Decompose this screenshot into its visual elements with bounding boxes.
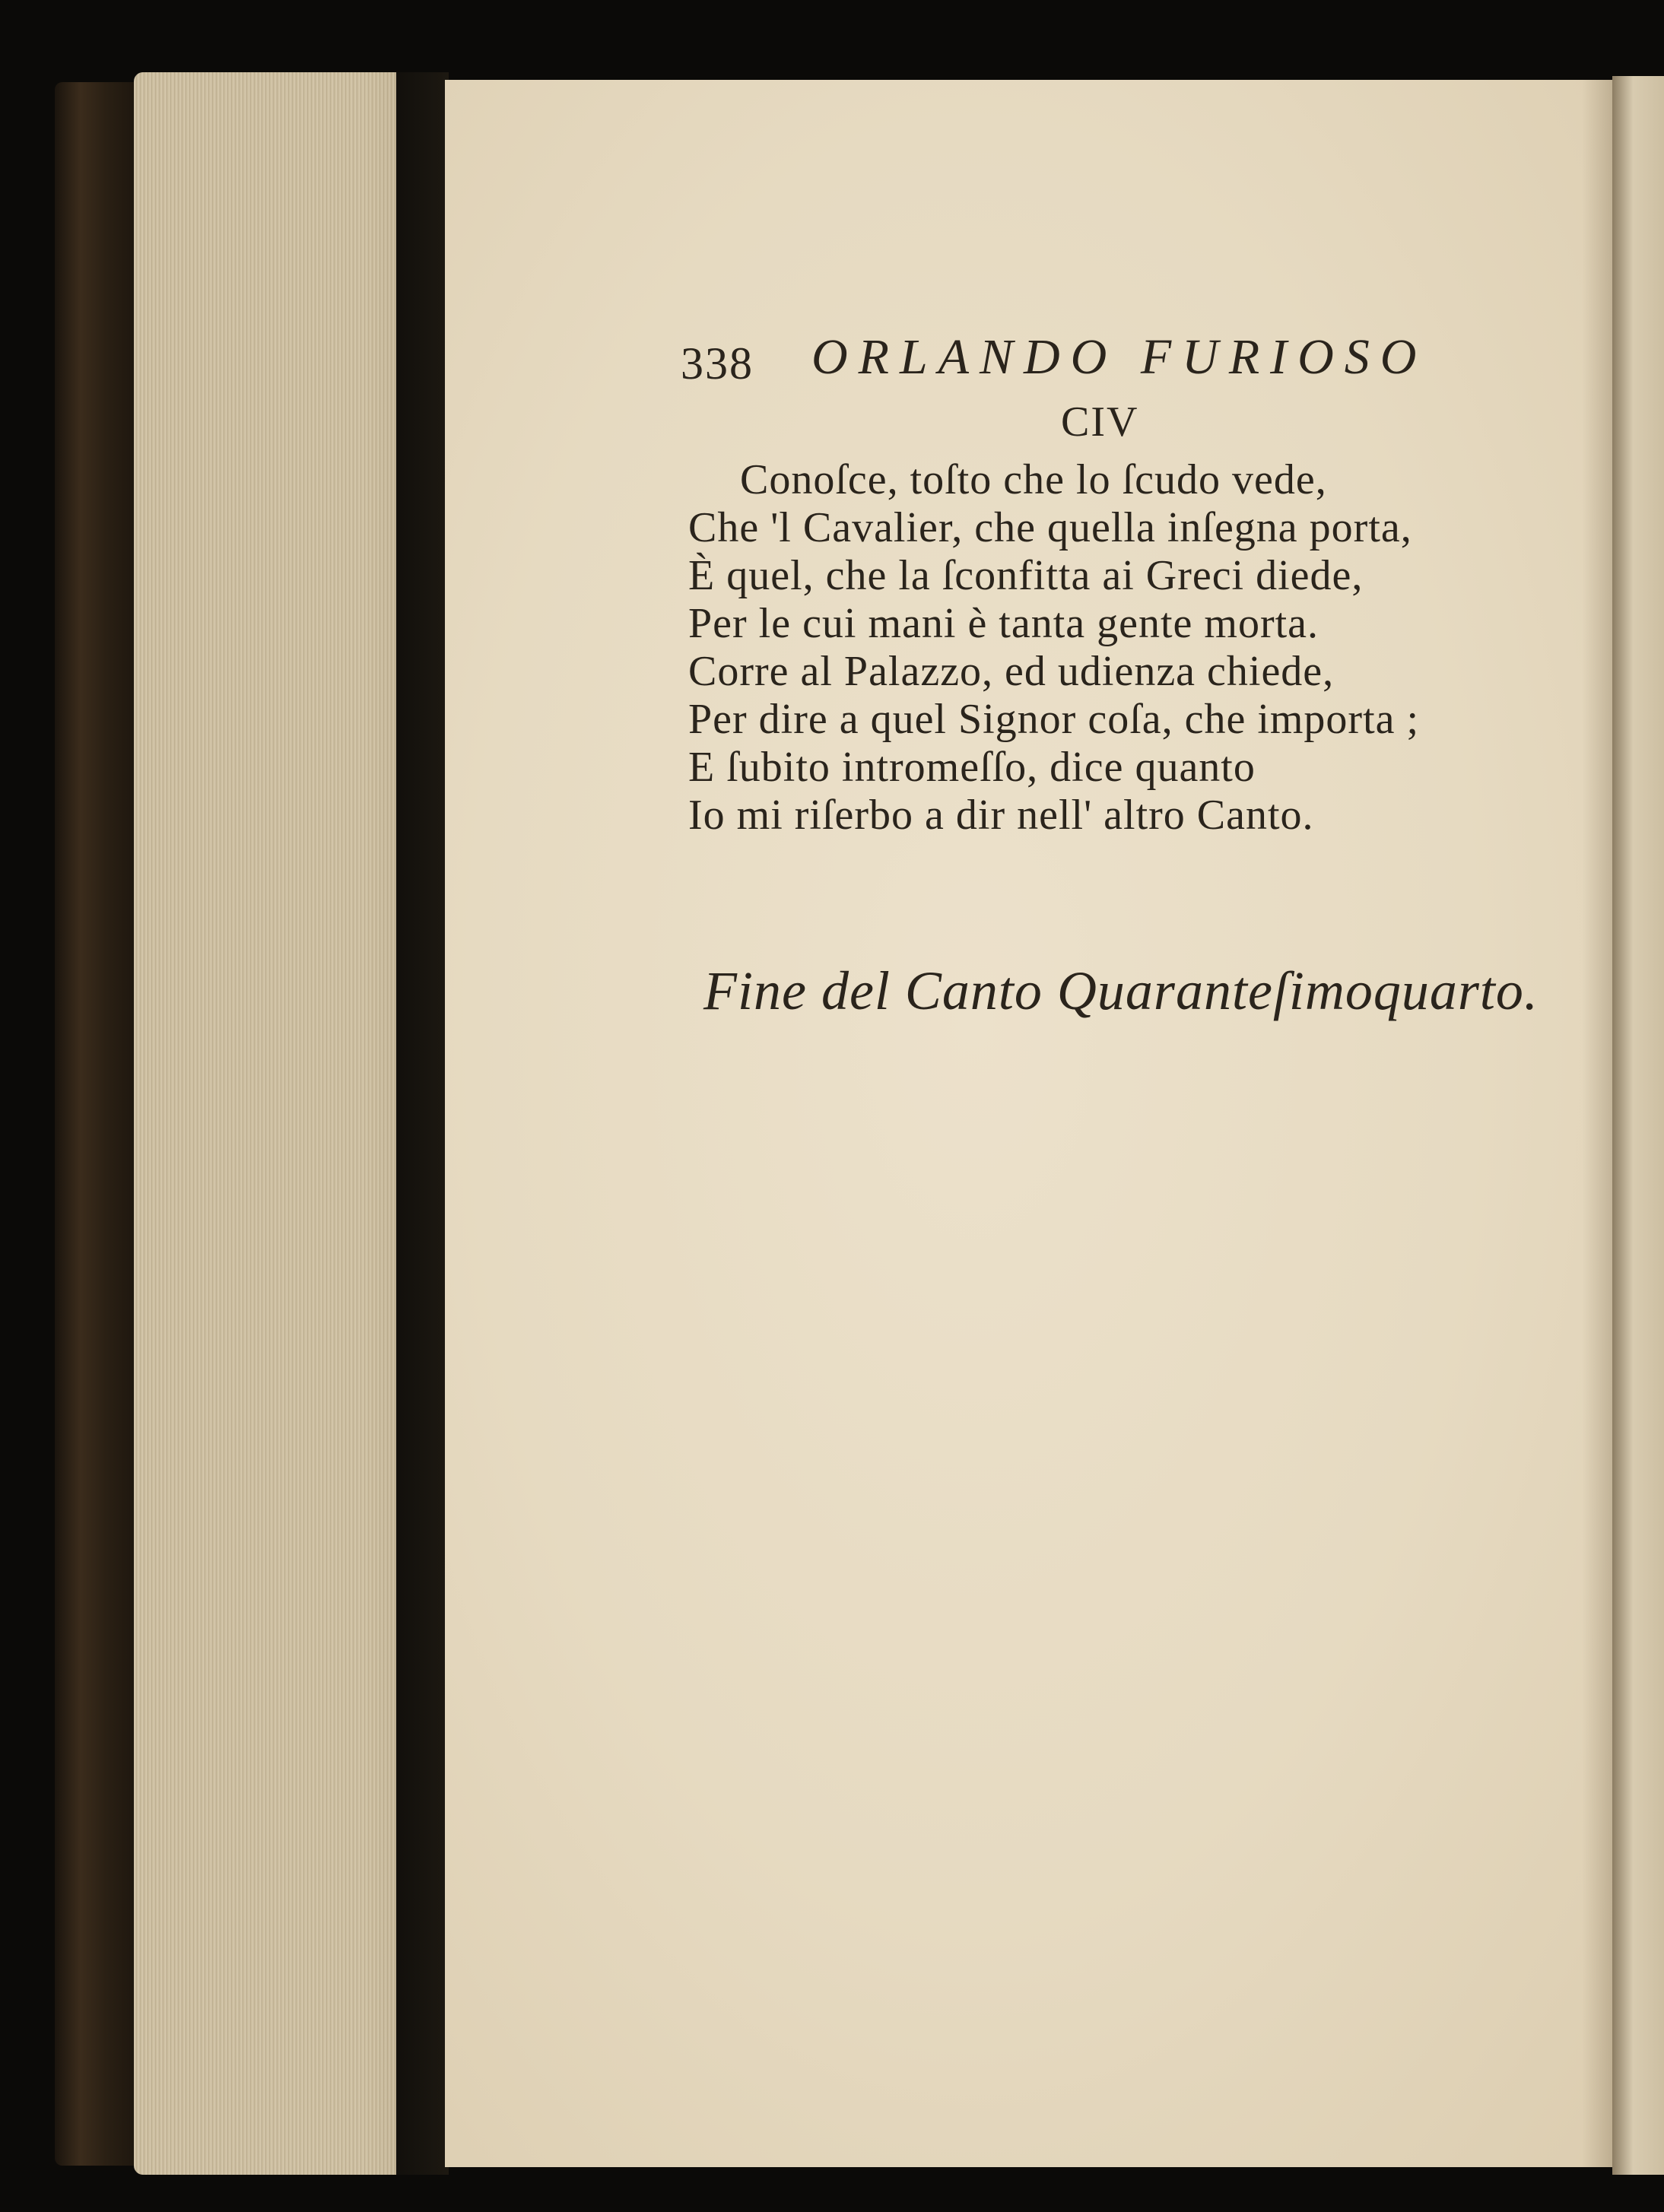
running-title: ORLANDO FURIOSO (811, 329, 1427, 385)
stanza-verses (688, 456, 1548, 839)
facing-page-sliver (1612, 76, 1664, 2175)
verse-line: È quel, che la ſconfitta ai Greci diede, (688, 552, 1364, 599)
stanza-number: CIV (1061, 398, 1139, 446)
canto-closing-line: Fine del Canto Quaranteſimoquarto. (703, 960, 1539, 1021)
book-spine (55, 82, 140, 2166)
verse-line: Che 'l Cavalier, che quella inſegna porta, (688, 504, 1412, 551)
verse-line: Per le cui mani è tanta gente morta. (688, 600, 1319, 647)
verse-line: Io mi riſerbo a dir nell' altro Canto. (688, 792, 1314, 839)
page-edges-shadow (365, 72, 449, 2175)
page-number: 338 (681, 338, 754, 389)
verse-line: Per dire a quel Signor coſa, che importa ; (688, 696, 1420, 743)
verse-line: E ſubito intromeſſo, dice quanto (688, 744, 1256, 791)
verse-line: Corre al Palazzo, ed udienza chiede, (688, 648, 1335, 695)
verse-line: Conoſce, toſto che lo ſcudo vede, (740, 456, 1327, 503)
page-header (681, 328, 1487, 397)
page-edges (134, 72, 396, 2175)
